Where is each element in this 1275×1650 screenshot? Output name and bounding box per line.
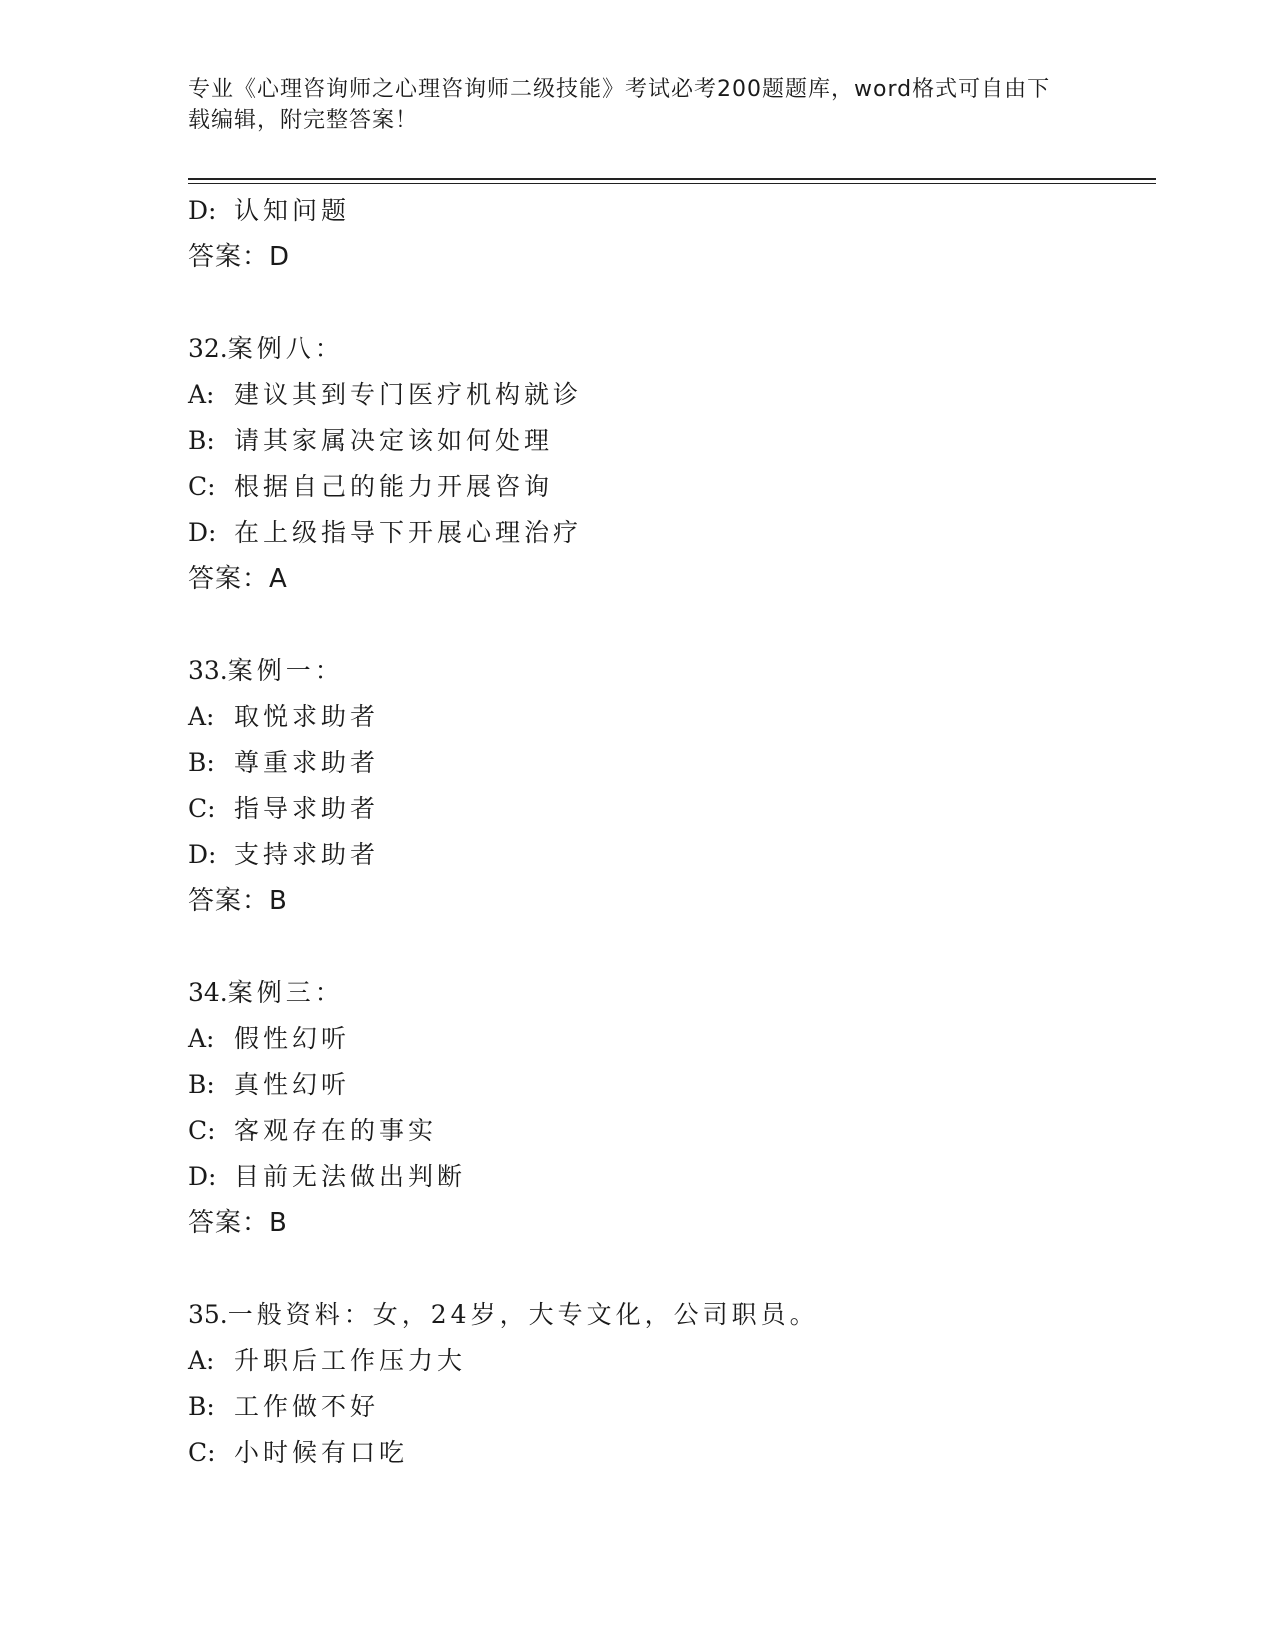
option-text: 建议其到专门医疗机构就诊 <box>234 380 583 409</box>
option-c <box>188 464 1156 510</box>
question-number: 32. <box>188 334 228 363</box>
option-label: B: <box>188 748 215 777</box>
option-text: 支持求助者 <box>234 840 380 869</box>
option-label: C: <box>188 1438 216 1467</box>
option-label: A: <box>188 702 215 731</box>
document-header: 专业《心理咨询师之心理咨询师二级技能》考试必考200题题库，word格式可自由下载编辑，附完整答案！ <box>188 77 1051 133</box>
option-d <box>188 188 1156 234</box>
option-a <box>188 1338 1156 1384</box>
question-35-title <box>188 1292 1156 1338</box>
option-text: 根据自己的能力开展咨询 <box>234 472 554 501</box>
option-b <box>188 1384 1156 1430</box>
option-a <box>188 372 1156 418</box>
option-c <box>188 1430 1156 1476</box>
option-label: A: <box>188 1346 215 1375</box>
question-34-title <box>188 970 1156 1016</box>
option-a <box>188 694 1156 740</box>
option-d <box>188 1154 1156 1200</box>
option-b <box>188 740 1156 786</box>
option-label: B: <box>188 1070 215 1099</box>
option-label: C: <box>188 472 216 501</box>
option-b <box>188 1062 1156 1108</box>
question-text: 案例一： <box>227 656 344 685</box>
option-text: 小时候有口吃 <box>234 1438 409 1467</box>
header-divider-thin <box>188 183 1156 184</box>
option-label: D: <box>188 840 217 869</box>
option-text: 目前无法做出判断 <box>234 1162 467 1191</box>
answer: 答案：B <box>188 1208 288 1238</box>
question-text: 案例八： <box>227 334 344 363</box>
question-32-title <box>188 326 1156 372</box>
option-label: B: <box>188 1392 215 1421</box>
option-text: 指导求助者 <box>234 794 380 823</box>
question-number: 33. <box>188 656 228 685</box>
option-label: D: <box>188 196 217 225</box>
question-number: 35. <box>188 1300 228 1329</box>
answer: 答案：D <box>188 242 291 272</box>
option-text: 客观存在的事实 <box>234 1116 438 1145</box>
answer: 答案：B <box>188 886 288 916</box>
option-c <box>188 786 1156 832</box>
option-label: B: <box>188 426 215 455</box>
header-divider <box>188 178 1156 180</box>
answer: 答案：A <box>188 564 288 594</box>
question-list <box>188 188 1156 1476</box>
option-text: 工作做不好 <box>234 1392 380 1421</box>
option-text: 取悦求助者 <box>234 702 380 731</box>
question-text: 一般资料：女，24岁，大专文化，公司职员。 <box>227 1300 819 1329</box>
option-d <box>188 832 1156 878</box>
option-text: 请其家属决定该如何处理 <box>234 426 554 455</box>
question-33-title <box>188 648 1156 694</box>
option-b <box>188 418 1156 464</box>
option-c <box>188 1108 1156 1154</box>
question-text: 案例三： <box>227 978 344 1007</box>
option-a <box>188 1016 1156 1062</box>
option-label: C: <box>188 794 216 823</box>
option-text: 假性幻听 <box>234 1024 351 1053</box>
option-label: D: <box>188 518 217 547</box>
option-label: D: <box>188 1162 217 1191</box>
option-label: A: <box>188 380 215 409</box>
option-text: 认知问题 <box>234 196 351 225</box>
option-text: 真性幻听 <box>234 1070 351 1099</box>
question-number: 34. <box>188 978 228 1007</box>
option-text: 升职后工作压力大 <box>234 1346 467 1375</box>
option-d <box>188 510 1156 556</box>
option-text: 在上级指导下开展心理治疗 <box>234 518 583 547</box>
option-label: A: <box>188 1024 215 1053</box>
option-label: C: <box>188 1116 216 1145</box>
option-text: 尊重求助者 <box>234 748 380 777</box>
